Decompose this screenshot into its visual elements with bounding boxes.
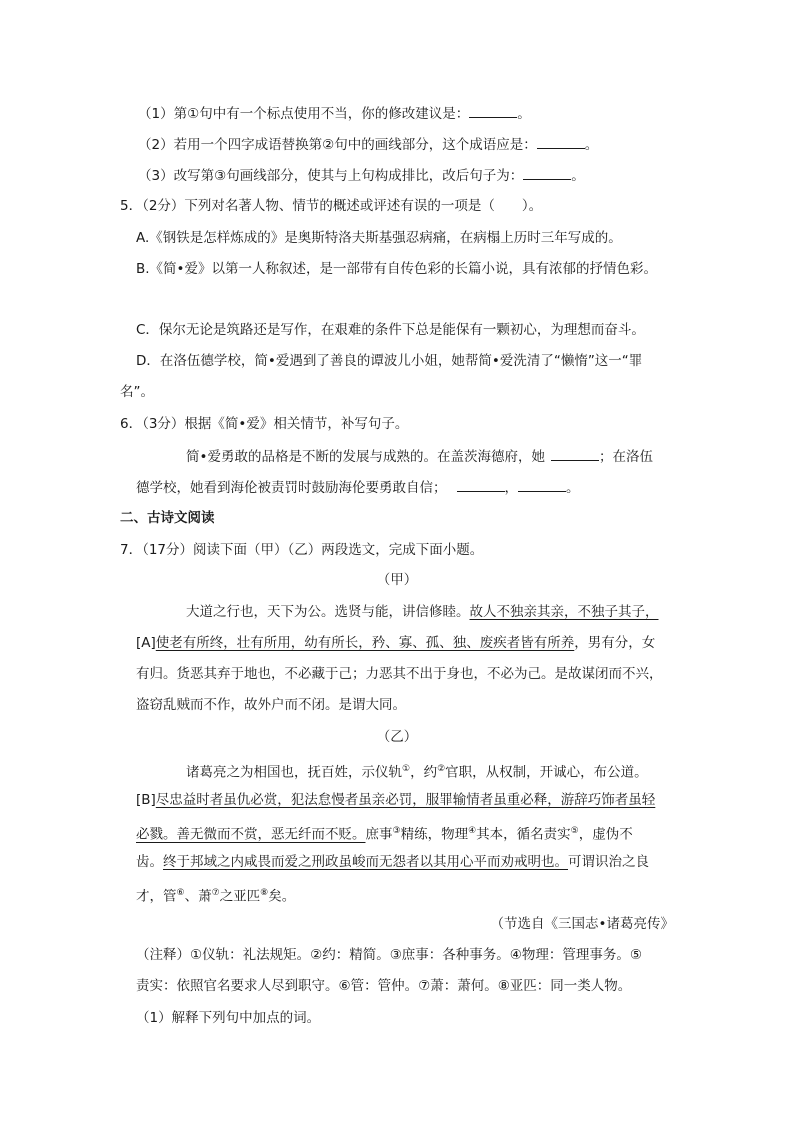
answer-blank[interactable]	[537, 134, 585, 149]
q5-option-b[interactable]: B.《简•爱》以第一人称叙述，是一部带有自传色彩的长篇小说，具有浓郁的抒情色彩。	[136, 261, 658, 277]
footnote-marker: ⑤	[570, 826, 579, 836]
footnote-marker: ⑦	[211, 888, 220, 898]
passage-yi-line: 才，管⑥、萧⑦之亚匹⑧矣。	[136, 888, 296, 905]
passage-source: （节选自《三国志•诸葛亮传》	[490, 916, 674, 932]
q4-sub3: （3）改写第③句画线部分，使其与上句构成排比，改后句子为： 。	[138, 165, 585, 186]
annotation-line: （注释）①仪轨：礼法规矩。②约：精简。③庶事：各种事务。④物理：管理事务。⑤	[136, 947, 643, 963]
q6-line1: 简•爱勇敢的品格是不断的发展与成熟的。在盖茨海德府，她 ；在洛伍	[186, 446, 653, 467]
q5-option-a[interactable]: A.《钢铁是怎样炼成的》是奥斯特洛夫斯基强忍病痛，在病榻上历时三年写成的。	[136, 230, 622, 246]
footnote-marker: ④	[468, 826, 477, 836]
q4-sub2: （2）若用一个四字成语替换第②句中的画线部分，这个成语应是： 。	[138, 134, 598, 155]
answer-blank[interactable]	[469, 103, 517, 118]
footnote-marker: ①	[402, 764, 411, 774]
section-heading: 二、古诗文阅读	[120, 510, 215, 526]
footnote-marker: ⑧	[260, 888, 269, 898]
q5-option-d-cont: 名”。	[120, 384, 154, 400]
passage-yi-line: 齿。终于邦域之内咸畏而爱之刑政虽峻而无怨者以其用心平而劝戒明也。可谓识治之良	[136, 854, 649, 870]
annotation-line: 责实：依照官名要求人尽到职守。⑥管：管仲。⑦萧：萧何。⑧亚匹：同一类人物。	[136, 978, 632, 994]
passage-jia-title: （甲）	[376, 572, 418, 588]
q5-option-d[interactable]: D．在洛伍德学校，简•爱遇到了善良的谭波儿小姐，她帮简•爱洗清了“懒惰”这一“罪	[136, 353, 643, 369]
passage-jia-line: 大道之行也，天下为公。选贤与能，讲信修睦。故人不独亲其亲，不独子其子，	[186, 604, 659, 620]
footnote-marker: ③	[392, 826, 401, 836]
passage-yi-line: 必戮。善无微而不赏，恶无纤而不贬。庶事③精练，物理④其本，循名责实⑤，虚伪不	[136, 826, 633, 843]
answer-blank[interactable]	[551, 446, 599, 461]
circled-number: ③	[214, 168, 227, 184]
q7-sub1: （1）解释下列句中加点的词。	[136, 1010, 321, 1026]
footnote-marker: ⑥	[176, 888, 185, 898]
passage-jia-line: 盗窃乱贼而不作，故外户而不闭。是谓大同。	[136, 697, 406, 713]
q6-line2: 德学校，她看到海伦被责罚时鼓励海伦要勇敢自信； ， 。	[136, 477, 580, 498]
q7-stem: 7．（17分）阅读下面（甲）（乙）两段选文，完成下面小题。	[120, 542, 484, 558]
passage-yi-title: （乙）	[376, 729, 418, 745]
circled-number: ①	[187, 106, 200, 122]
answer-blank[interactable]	[523, 165, 571, 180]
passage-jia-line: [A]使老有所终，壮有所用，幼有所长，矜、寡、孤、独、废疾者皆有所养，男有分，女	[136, 635, 656, 651]
q5-stem: 5．（2分）下列对名著人物、情节的概述或评述有误的一项是（ ）。	[120, 198, 543, 214]
q6-stem: 6．（3分）根据《简•爱》相关情节，补写句子。	[120, 416, 409, 432]
answer-blank[interactable]	[518, 477, 566, 492]
passage-yi-line: 诸葛亮之为相国也，抚百姓，示仪轨①，约②官职，从权制，开诚心，布公道。	[186, 764, 648, 781]
passage-jia-line: 有归。货恶其弃于地也，不必藏于己；力恶其不出于身也，不必为己。是故谋闭而不兴，	[136, 666, 663, 682]
passage-yi-line: [B]尽忠益时者虽仇必赏，犯法怠慢者虽亲必罚，服罪输情者虽重必释，游辞巧饰者虽轻	[136, 792, 656, 808]
q5-option-c[interactable]: C．保尔无论是筑路还是写作，在艰难的条件下总是能保有一颗初心，为理想而奋斗。	[136, 322, 645, 338]
answer-blank[interactable]	[457, 477, 505, 492]
footnote-marker: ②	[437, 764, 446, 774]
circled-number: ②	[322, 137, 335, 153]
q4-sub1: （1）第①句中有一个标点使用不当，你的修改建议是： 。	[138, 103, 531, 124]
